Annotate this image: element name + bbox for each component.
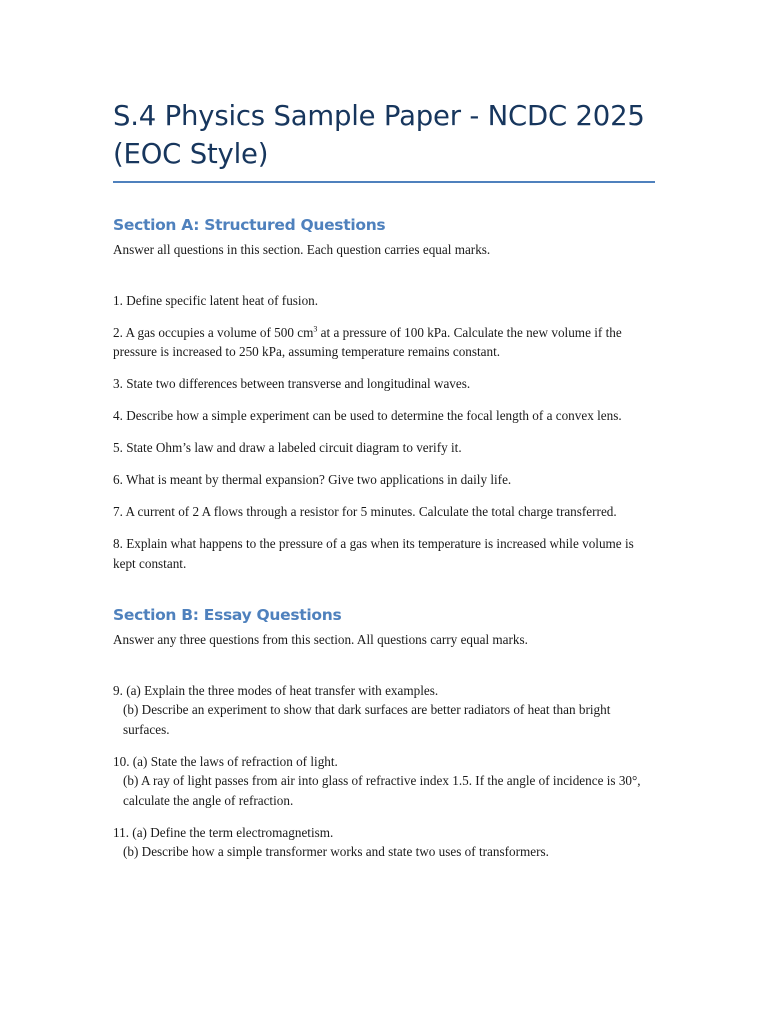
- question-9: [113, 681, 657, 740]
- title-underline-rule: [113, 181, 655, 183]
- question-part-a: (a) Explain the three modes of heat transfer with examples.: [126, 682, 439, 698]
- question-number: 3.: [113, 376, 123, 391]
- question-part-a-line: [113, 752, 657, 772]
- question-part-a: (a) State the laws of refraction of light.: [132, 753, 338, 769]
- question-4: [113, 406, 657, 426]
- question-text: Describe how a simple experiment can be used to determine the focal length of a convex lens.: [126, 408, 622, 423]
- question-number: 11.: [113, 824, 129, 840]
- question-text: Explain what happens to the pressure of a gas when its temperature is increased while volume is kept constant.: [113, 536, 634, 571]
- question-number: 1.: [113, 292, 123, 308]
- question-text: Define specific latent heat of fusion.: [126, 292, 319, 308]
- question-6: [113, 470, 657, 490]
- question-number: 9.: [113, 682, 123, 698]
- question-part-b: (b) Describe an experiment to show that dark surfaces are better radiators of heat than bright surfaces.: [123, 702, 611, 737]
- question-number: 7.: [113, 504, 123, 519]
- question-11: [113, 823, 657, 862]
- question-part-a-line: [113, 681, 657, 701]
- question-7: [113, 502, 657, 522]
- question-part-b: (b) A ray of light passes from air into glass of refractive index 1.5. If the angle of incidence is 30°, calculate the angle of refraction.: [123, 773, 641, 808]
- question-number: 2.: [113, 324, 123, 340]
- question-text-before: A gas occupies a volume of 500 cm: [125, 324, 314, 340]
- question-text: State Ohm’s law and draw a labeled circuit diagram to verify it.: [126, 440, 462, 455]
- section-b-question-list: [113, 681, 657, 862]
- question-text-after: at a pressure of 100 kPa. Calculate the new volume if the pressure is increased to 250 kPa, assuming temperature remains constant.: [113, 324, 622, 359]
- question-2: [113, 323, 657, 362]
- section-a-heading: Section A: Structured Questions: [113, 216, 386, 234]
- question-10: [113, 752, 657, 811]
- question-part-a-line: [113, 823, 657, 843]
- document-title: S.4 Physics Sample Paper - NCDC 2025 (EOC Style): [113, 100, 645, 170]
- cubic-superscript: 3: [313, 324, 318, 334]
- question-part-a: (a) Define the term electromagnetism.: [132, 824, 334, 840]
- question-8: [113, 534, 657, 573]
- question-text: A current of 2 A flows through a resistor for 5 minutes. Calculate the total charge transferred.: [125, 504, 617, 519]
- question-number: 8.: [113, 536, 123, 551]
- question-text: What is meant by thermal expansion? Give two applications in daily life.: [125, 472, 512, 487]
- question-number: 5.: [113, 440, 123, 455]
- section-b-heading: Section B: Essay Questions: [113, 606, 342, 624]
- question-number: 4.: [113, 408, 123, 423]
- section-a-question-list: [113, 291, 657, 574]
- question-1: [113, 291, 657, 311]
- question-5: [113, 438, 657, 458]
- question-number: 10.: [113, 753, 130, 769]
- question-text: State two differences between transverse and longitudinal waves.: [126, 376, 471, 391]
- question-number: 6.: [113, 472, 123, 487]
- question-part-b: (b) Describe how a simple transformer works and state two uses of transformers.: [123, 844, 549, 859]
- section-a-instructions: Answer all questions in this section. Each question carries equal marks.: [113, 242, 491, 257]
- document-page: [113, 97, 657, 874]
- section-b-instructions: Answer any three questions from this section. All questions carry equal marks.: [113, 632, 528, 647]
- question-3: [113, 374, 657, 394]
